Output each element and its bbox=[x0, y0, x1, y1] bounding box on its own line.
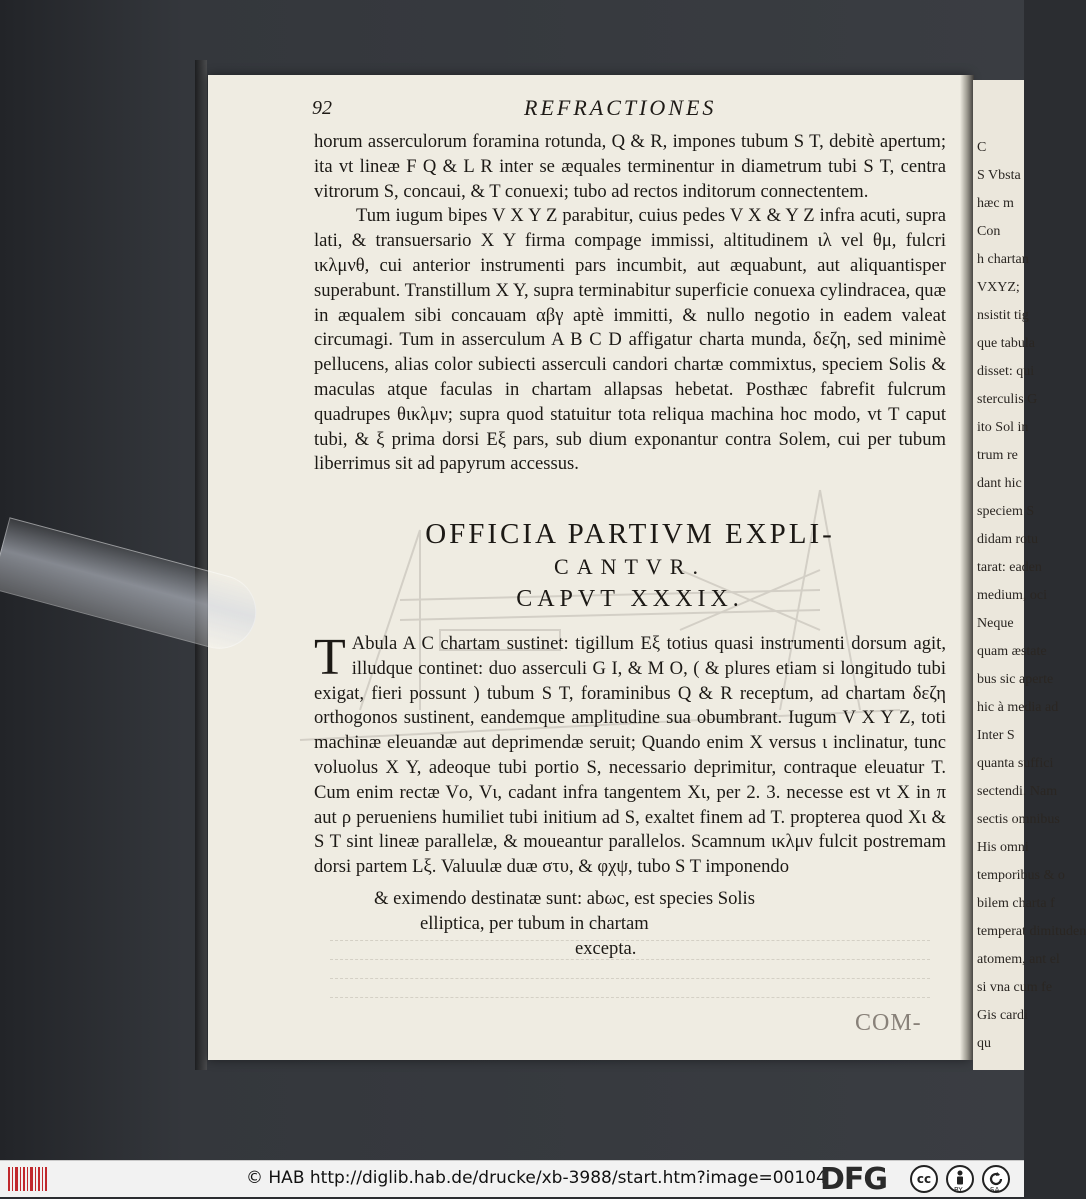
heading-line-3: CAPVT XXXIX. bbox=[516, 586, 744, 612]
cc-icon: cc bbox=[910, 1165, 938, 1193]
barcode-icon bbox=[8, 1167, 48, 1191]
next-page-line: Con bbox=[977, 224, 1001, 239]
next-page-line: sectis omnibus bbox=[977, 812, 1060, 827]
next-page-line: sterculis G bbox=[977, 392, 1038, 407]
tail-line-3: excepta. bbox=[575, 938, 637, 959]
book-edge bbox=[195, 60, 207, 1070]
next-page-line: bilem charta f bbox=[977, 896, 1055, 911]
next-page-line: si vna cum fe bbox=[977, 980, 1053, 995]
source-credit-link[interactable]: © HAB http://diglib.hab.de/drucke/xb-3988/start.htm?image=00104 bbox=[246, 1168, 827, 1188]
next-page-line: speciem S bbox=[977, 504, 1035, 519]
running-head bbox=[312, 95, 932, 123]
sa-label: SA bbox=[990, 1186, 1000, 1194]
catchword: COM- bbox=[855, 1010, 922, 1036]
next-page-line: qu bbox=[977, 1036, 991, 1051]
heading-line-1: OFFICIA PARTIVM EXPLI- bbox=[425, 518, 835, 550]
paragraph-1: horum asserculorum foramina rotunda, Q & R, impones tubum S T, debitè apertum; ita vt lineæ F Q & L R inter se æquales terminentur in diametrum tubi S T, centra vitrorum S, concaui, & T conuexi; tubo ad rectos inditorum connectentem. bbox=[314, 131, 946, 202]
next-page-line: atomem, ant el bbox=[977, 952, 1060, 967]
next-page-line: disset: qui bbox=[977, 364, 1035, 379]
next-page-line: sectendi. Nam bbox=[977, 784, 1058, 799]
tail-line-2: elliptica, per tubum in chartam bbox=[420, 913, 649, 934]
next-page-line: que tabula bbox=[977, 336, 1035, 351]
next-page-line: S Vbsta bbox=[977, 168, 1021, 183]
next-page-line: hæc m bbox=[977, 196, 1014, 211]
body-text bbox=[314, 130, 946, 477]
license-badge[interactable] bbox=[910, 1164, 1020, 1194]
footer-bar bbox=[0, 1160, 1024, 1197]
next-page-fragment bbox=[973, 80, 1086, 1070]
next-page-line: C bbox=[977, 140, 987, 155]
next-page-line: trum re bbox=[977, 448, 1018, 463]
book-gutter bbox=[960, 75, 974, 1060]
paragraph-3-text: Abula A C chartam sustinet: tigillum Eξ totius quasi instrumenti dorsum agit, illudque continet: duo asserculi G I, & M O, ( & plures etiam si longitudo tubi exigat, fieri possunt ) tubum S T, foraminibus Q & R receptum, ad chartam δεζη orthogonos sustinent, eandemque amplitudine sua obumbrant. Iugum V X Y Z, toti machinæ eleuandæ aut deprimendæ seruit; Quando enim X versus ι inclinatur, tunc voluolus X Y, adeoque tubi portio S, necessario deprimitur, contraque eleuatur T. Cum enim rectæ Vο, Vι, cadant infra tangentem Xι, per 2. 3. necesse est vt X in π aut ρ perueniens humiliet tubi initium ad S, exaltet finem ad T. propterea quod Xι & S T sint lineæ parallelæ, & moueantur parallelos. Scamnum ικλμν fulcit postremam dorsi partem Lξ. Valuulæ duæ στυ, & φχψ, tubo S T imponendo bbox=[314, 633, 946, 878]
next-page-line: h chartan bbox=[977, 252, 1029, 267]
next-page-line: temporibus & o bbox=[977, 868, 1065, 883]
next-page-line: nsistit tig bbox=[977, 308, 1029, 323]
next-page-line: quam æstate bbox=[977, 644, 1047, 659]
heading-line-2: CANTVR. bbox=[554, 554, 706, 579]
paragraph-2: Tum iugum bipes V X Y Z parabitur, cuius pedes V X & Y Z infra acuti, supra lati, & transuersario X Y firma compage immissi, altitudinem ιλ vel θμ, fulcri ικλμνθ, cui anterior instrumenti pars incumbit, aut æquabunt, aut aliquantisper superabunt. Transtillum X Y, supra terminabitur superficie conuexa cylindracea, quæ in æqualem sibi concauam αβγ aptè immitti, & nullo negotio in eadem valeat circumagi. Tum in asserculum A B C D affigatur charta munda, δεζη, sed minimè pellucens, alias color subiecti asserculi candori chartæ commixtus, speciem Solis & maculas atque faculas in chartam allapsas hebetat. Posthæc fabrefit fulcrum quadrupes θικλμν; supra quod statuitur tota reliqua machina hoc modo, vt T caput tubi, & ξ prima dorsi Eξ pars, sub dium exponantur contra Solem, cui per tubum liberrimus sit ad papyrum accessus. bbox=[314, 205, 946, 475]
chapter-heading bbox=[314, 516, 946, 616]
next-page-line: Gis cardi bbox=[977, 1008, 1028, 1023]
running-title: REFRACTIONES bbox=[524, 95, 717, 120]
next-page-line: bus sic aperte bbox=[977, 672, 1054, 687]
drop-cap: T bbox=[314, 629, 346, 686]
next-page-line: quanta suffici bbox=[977, 756, 1054, 771]
tail-line-1: & eximendo destinatæ sunt: abωc, est species Solis bbox=[374, 888, 755, 909]
next-page-line: His omni bbox=[977, 840, 1029, 855]
next-page-line: ito Sol in bbox=[977, 420, 1029, 435]
next-page-line: tarat: eaden bbox=[977, 560, 1042, 575]
next-page-line: dant hic bbox=[977, 476, 1022, 491]
next-page-line: didam rotu bbox=[977, 532, 1039, 547]
dfg-logo: DFG bbox=[820, 1162, 888, 1197]
page-number: 92 bbox=[312, 97, 332, 119]
next-page-line: Inter S bbox=[977, 728, 1015, 743]
next-page-line: hic à media ad bbox=[977, 700, 1059, 715]
next-page-line: medium, oci bbox=[977, 588, 1047, 603]
next-page-line: temperat dimituden bbox=[977, 924, 1086, 939]
next-page-line: VXYZ; bbox=[977, 280, 1020, 295]
paragraph-3 bbox=[314, 629, 946, 880]
next-page-line: Neque bbox=[977, 616, 1014, 631]
by-label: BY bbox=[954, 1186, 963, 1194]
